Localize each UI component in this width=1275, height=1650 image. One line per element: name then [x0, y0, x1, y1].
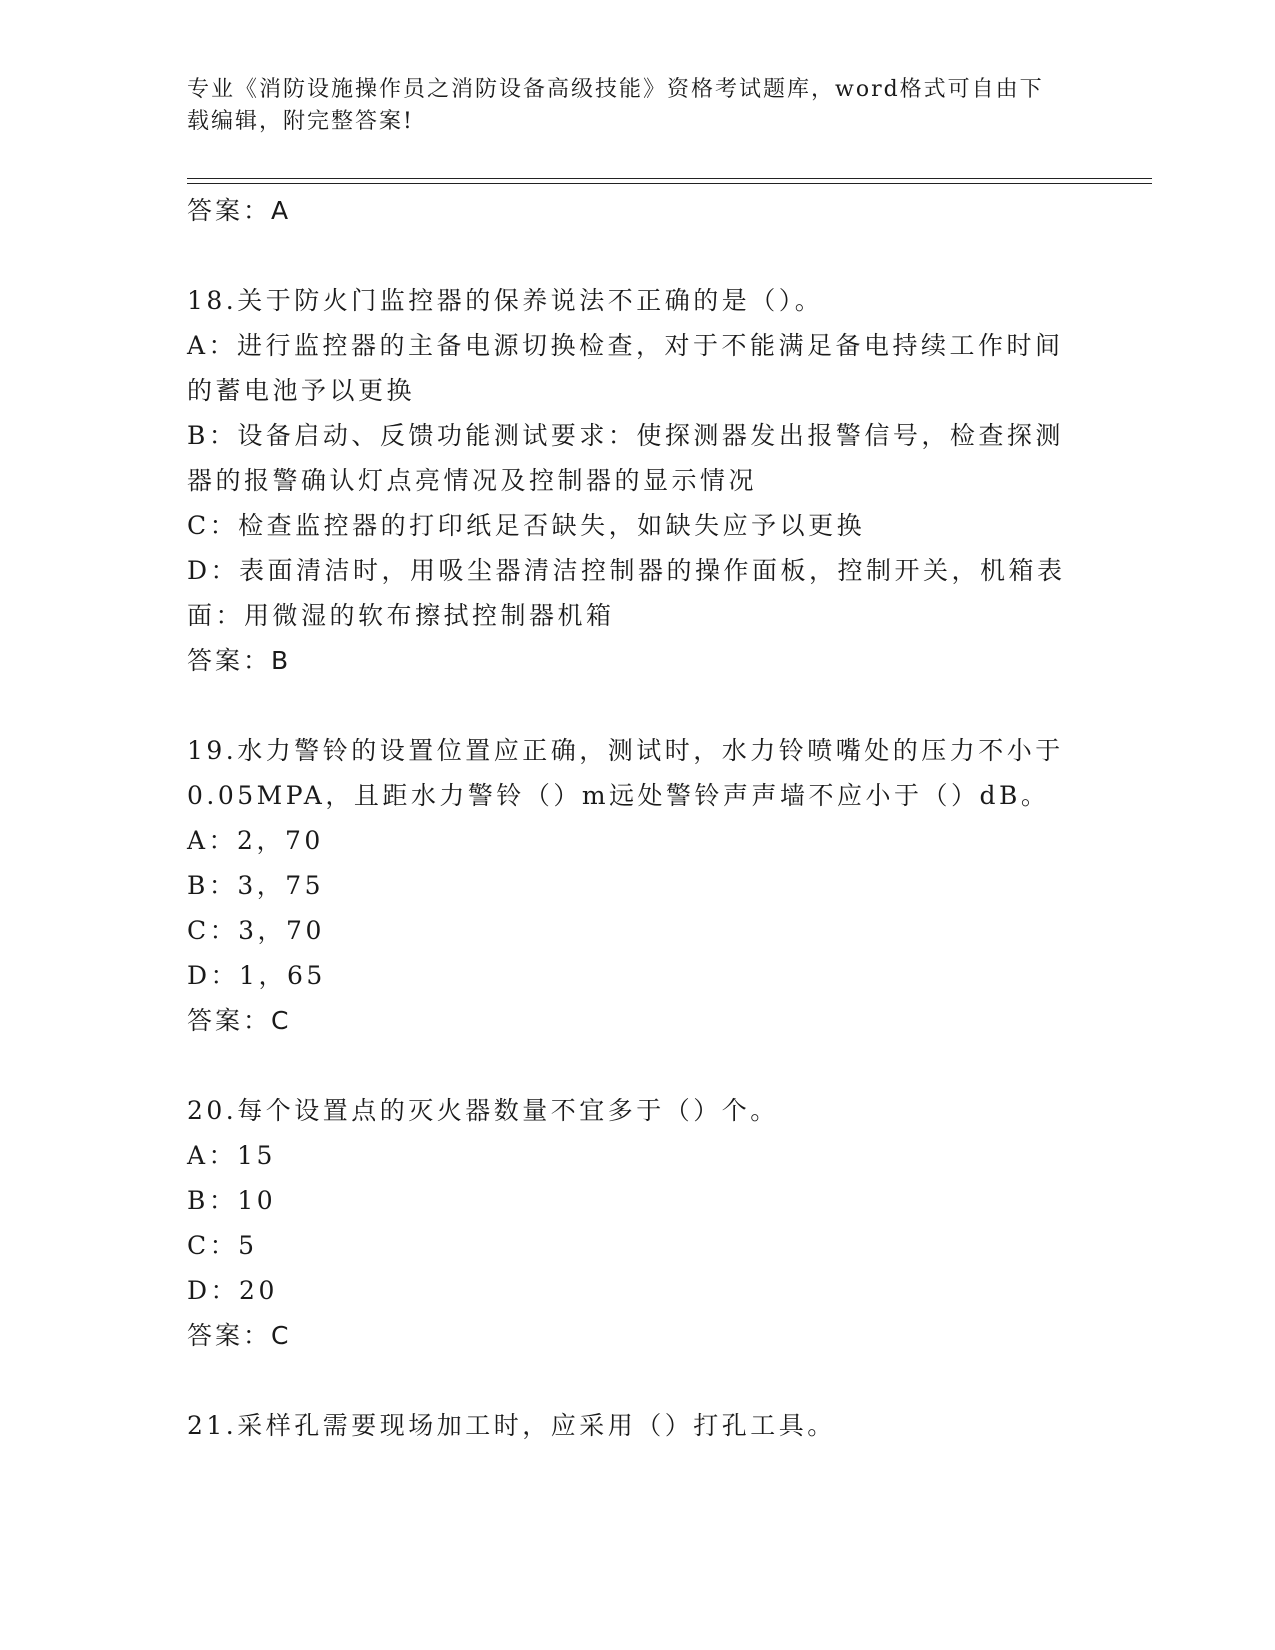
option-line: B：3，75: [187, 871, 325, 900]
option-line: A：进行监控器的主备电源切换检查，对于不能满足备电持续工作时间的蓄电池予以更换: [187, 331, 1064, 405]
option-line: A：15: [187, 1141, 276, 1170]
question-item: [187, 278, 1067, 683]
option-line: D：20: [187, 1276, 278, 1305]
question-item: [187, 1403, 1067, 1448]
spacer: [187, 1358, 1067, 1403]
option-line: B：设备启动、反馈功能测试要求：使探测器发出报警信号，检查探测器的报警确认灯点亮情况及控制器的显示情况: [187, 421, 1064, 495]
answer-line: 答案：C: [187, 1321, 292, 1350]
document-header: 专业《消防设施操作员之消防设备高级技能》资格考试题库，word格式可自由下载编辑，附完整答案!: [187, 77, 1044, 134]
question-stem: 18.关于防火门监控器的保养说法不正确的是（）。: [187, 286, 824, 315]
spacer: [187, 233, 1067, 278]
question-item: [187, 1088, 1067, 1358]
question-stem: 20.每个设置点的灭火器数量不宜多于（）个。: [187, 1096, 779, 1125]
question-stem: 21.采样孔需要现场加工时，应采用（）打孔工具。: [187, 1411, 836, 1440]
answer-line: 答案：A: [187, 196, 292, 225]
option-line: C：3，70: [187, 916, 325, 945]
header-divider: [187, 178, 1152, 179]
answer-line: 答案：C: [187, 1006, 292, 1035]
header-divider-second: [187, 183, 1152, 184]
question-item: [187, 728, 1067, 1043]
question-stem: 19.水力警铃的设置位置应正确，测试时，水力铃喷嘴处的压力不小于0.05MPA，且距水力警铃（）m远处警铃声声墙不应小于（）dB。: [187, 736, 1064, 810]
question-list: [187, 188, 1067, 1448]
option-line: C：5: [187, 1231, 258, 1260]
option-line: B：10: [187, 1186, 277, 1215]
spacer: [187, 1043, 1067, 1088]
option-line: D：1，65: [187, 961, 326, 990]
answer-line: 答案：B: [187, 646, 292, 675]
option-line: A：2，70: [187, 826, 324, 855]
option-line: D：表面清洁时，用吸尘器清洁控制器的操作面板，控制开关，机箱表面：用微湿的软布擦拭控制器机箱: [187, 556, 1066, 630]
option-line: C：检查监控器的打印纸足否缺失，如缺失应予以更换: [187, 511, 866, 540]
spacer: [187, 683, 1067, 728]
